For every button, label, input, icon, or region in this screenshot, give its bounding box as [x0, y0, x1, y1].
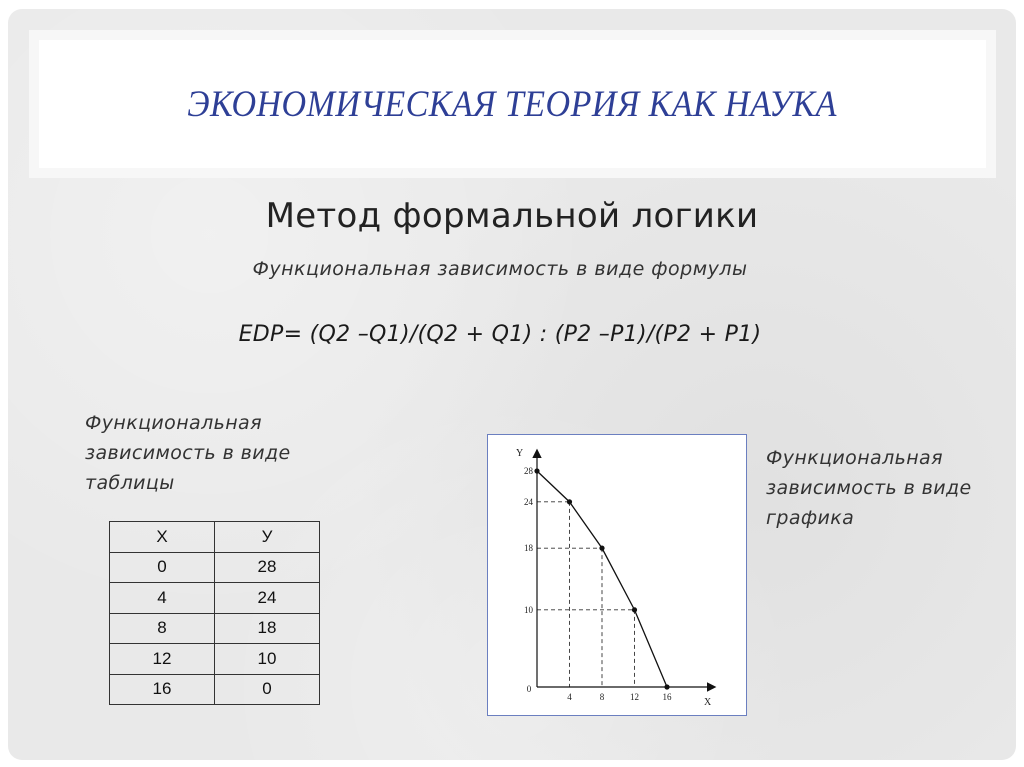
table-cell-y: 18: [215, 613, 320, 644]
table-header-x: X: [110, 522, 215, 553]
table-cell-y: 28: [215, 552, 320, 583]
x-tick-label: 16: [662, 692, 672, 702]
x-tick-label: 0: [526, 684, 532, 694]
table-row: [110, 552, 320, 583]
table-cell-x: 8: [110, 613, 215, 644]
table-cell-y: 10: [215, 644, 320, 675]
y-tick-label: 24: [524, 496, 533, 507]
y-axis-label: Y: [516, 448, 524, 459]
table-caption: Функциональная зависимость в виде таблицы: [85, 412, 291, 494]
table-cell-y: 24: [215, 583, 320, 614]
graph-canvas: [488, 435, 746, 715]
data-point: [632, 607, 637, 612]
y-tick-label: 10: [524, 604, 533, 615]
function-table: [109, 521, 320, 705]
data-point: [567, 499, 572, 504]
elasticity-formula: EDP= (Q2 –Q1)/(Q2 + Q1) : (P2 –P1)/(P2 + P1): [238, 322, 762, 347]
y-tick-label: 28: [524, 466, 533, 476]
data-point: [664, 684, 669, 689]
table-row: [110, 583, 320, 614]
table-row: [110, 644, 320, 675]
dashed-projections: [537, 502, 635, 687]
table-cell-x: 0: [110, 552, 215, 583]
table-header-row: [110, 522, 320, 553]
title-band: [29, 30, 996, 178]
axis-ticks: [524, 466, 672, 702]
formula-caption: Функциональная зависимость в виде формулы: [252, 258, 748, 280]
slide-subtitle: Метод формальной логики: [265, 196, 759, 236]
table-cell-x: 4: [110, 583, 215, 614]
graph-caption: Функциональная зависимость в виде графика: [766, 447, 972, 529]
data-point: [599, 546, 604, 551]
x-tick-label: 4: [567, 692, 572, 702]
table-header-y: У: [215, 522, 320, 553]
table-cell-x: 16: [110, 674, 215, 705]
function-graph: [487, 434, 747, 716]
x-axis-label: X: [704, 697, 712, 708]
x-tick-label: 12: [630, 692, 639, 702]
y-tick-label: 18: [524, 543, 533, 554]
title-inner: [39, 40, 986, 168]
slide-title: ЭКОНОМИЧЕСКАЯ ТЕОРИЯ КАК НАУКА: [187, 83, 838, 125]
table-cell-x: 12: [110, 644, 215, 675]
table-row: [110, 674, 320, 705]
table-cell-y: 0: [215, 674, 320, 705]
x-tick-label: 8: [599, 692, 605, 702]
table-row: [110, 613, 320, 644]
data-point: [534, 468, 539, 473]
